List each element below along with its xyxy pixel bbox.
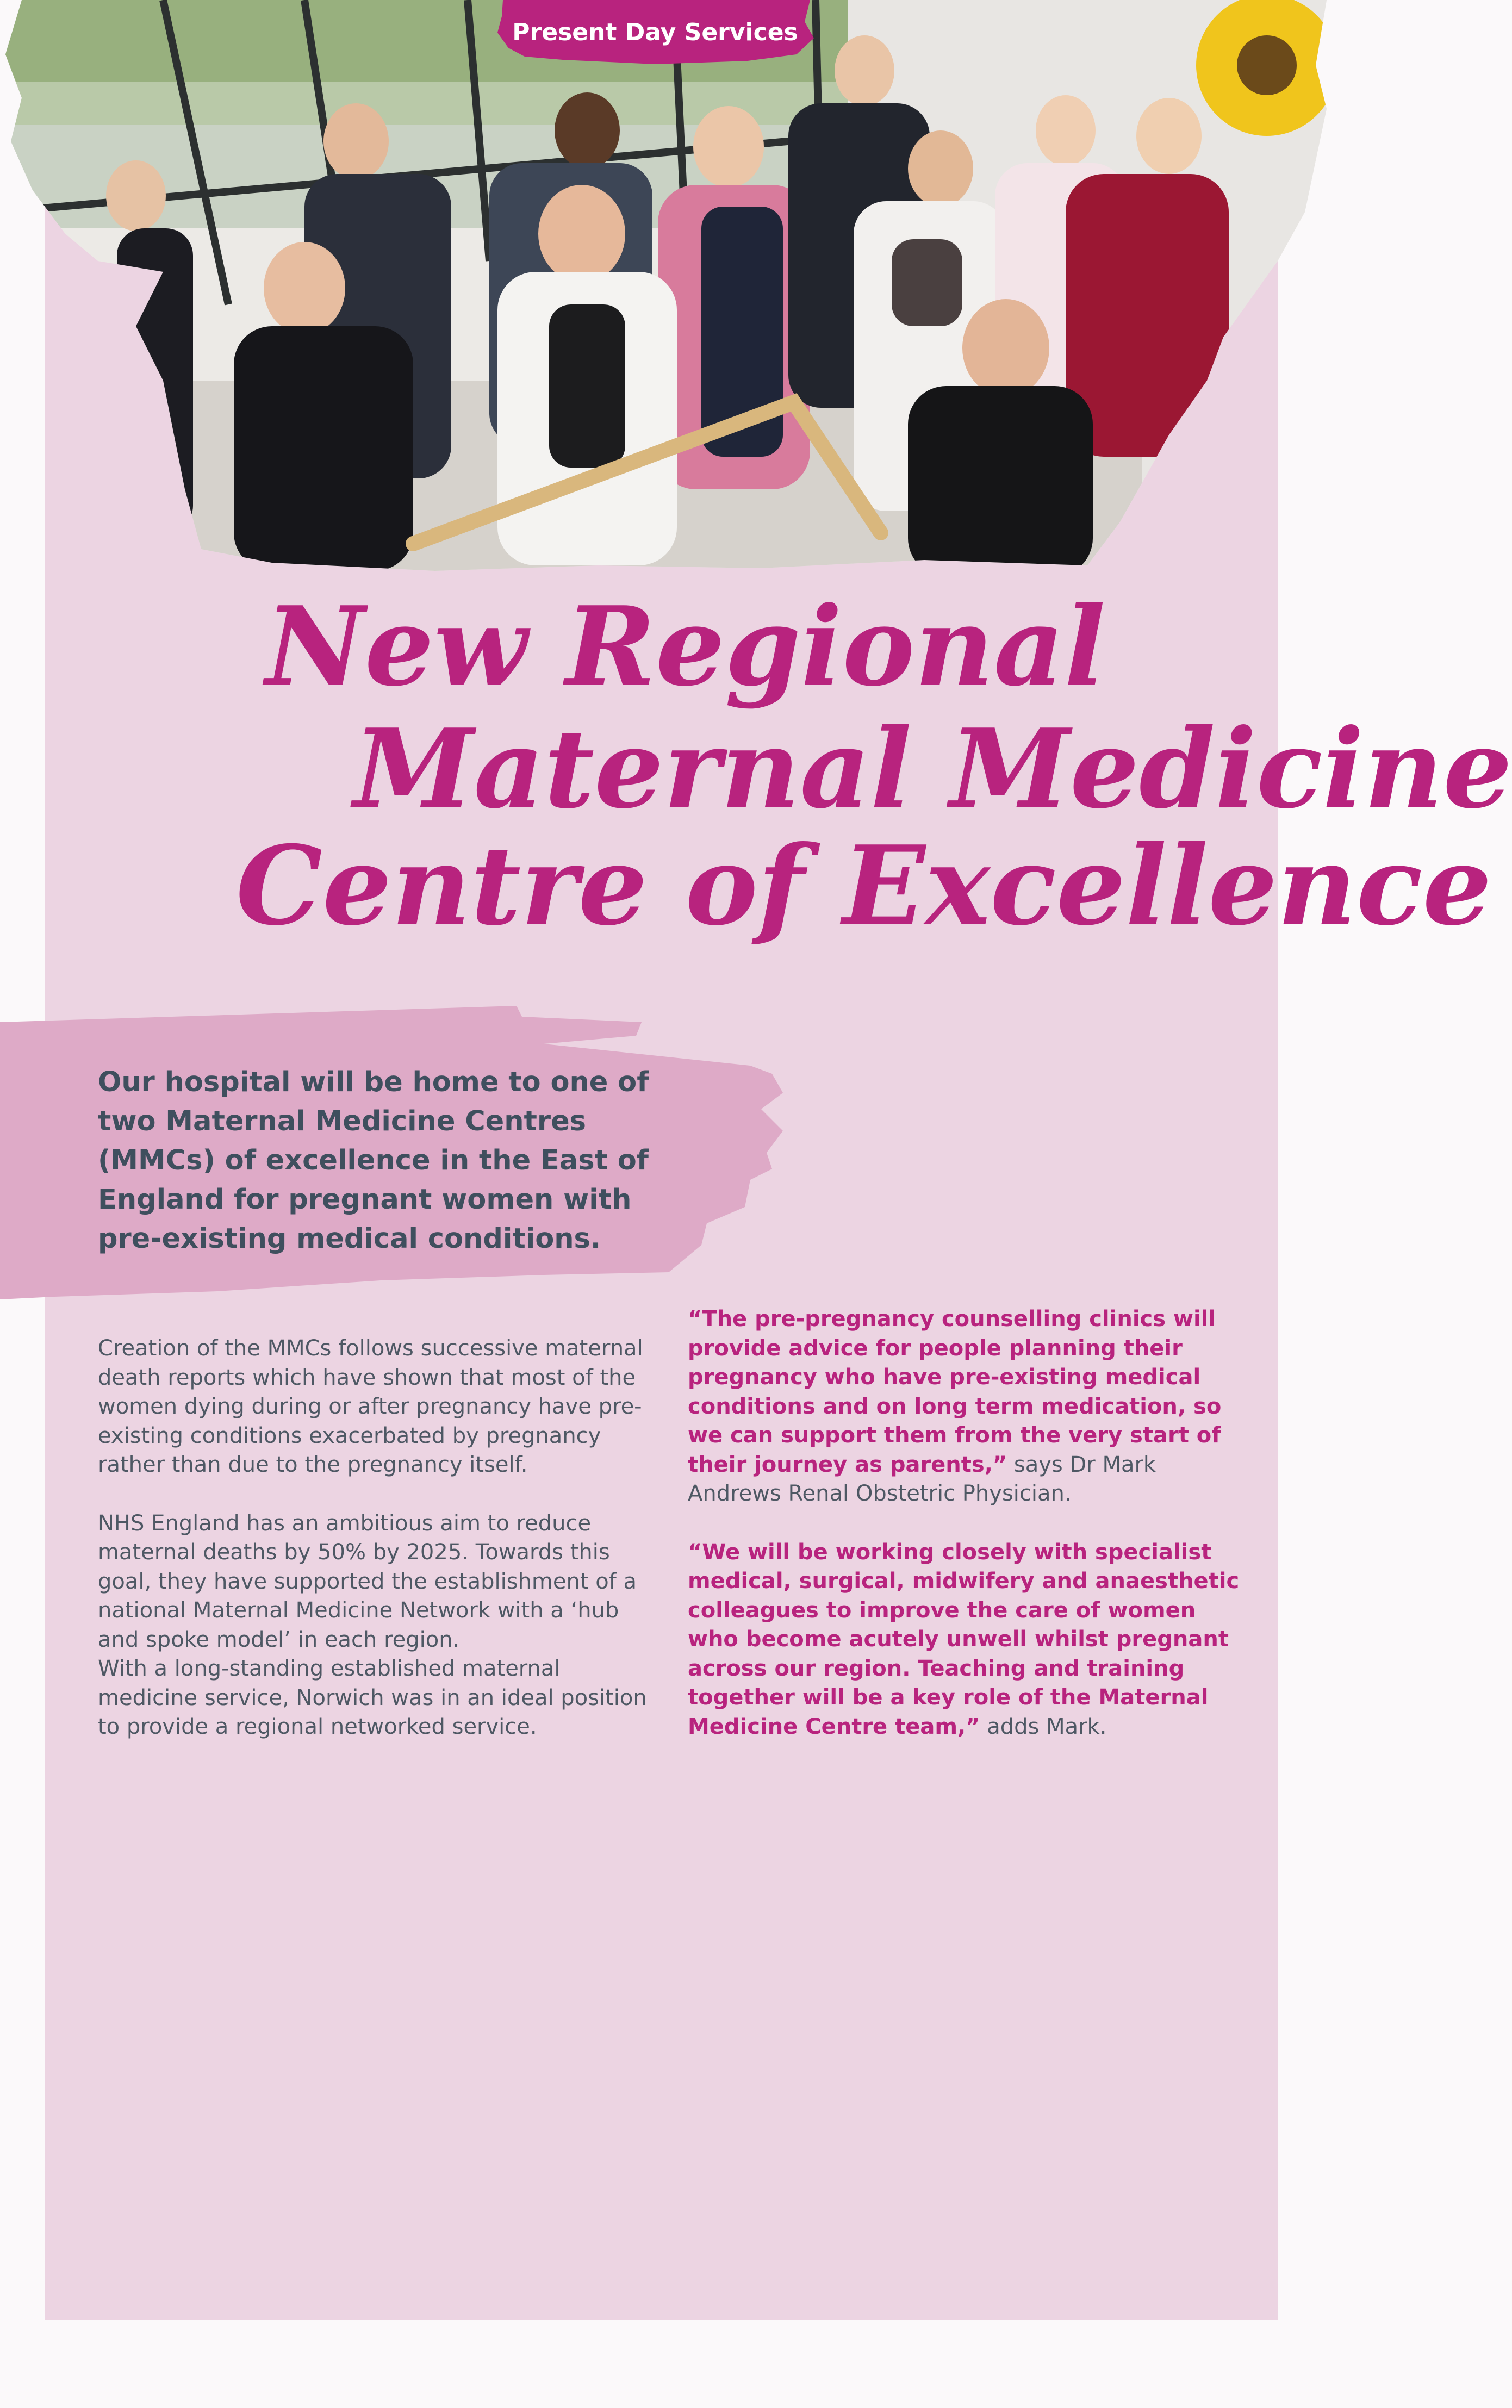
section-tag (492, 0, 818, 68)
title-line-2: Maternal Medicine (353, 705, 1512, 833)
body-paragraph: NHS England has an ambitious aim to reduce maternal deaths by 50% by 2025. Towards this goal, they have supported the establishment of a national Maternal Medicine Network with a ‘hub and spoke model’ in each region. (98, 1510, 637, 1652)
quote-attribution: says Dr Mark Andrews Renal Obstetric Physician. (688, 1452, 1156, 1506)
pull-quote: “We will be working closely with specialist medical, surgical, midwifery and anaesthetic colleagues to improve the care of women who become acutely unwell whilst pregnant across our region. Teaching and training together will be a key role of the Maternal Medicine Centre team,” (688, 1539, 1240, 1739)
body-column-right (688, 1305, 1242, 1771)
quote-attribution: adds Mark. (980, 1714, 1107, 1739)
body-column-left (98, 1334, 658, 1771)
title-line-3: Centre of Excellence (236, 822, 1492, 950)
quote-paragraph (688, 1538, 1242, 1742)
body-paragraph: Creation of the MMCs follows successive maternal death reports which have shown that most of the women dying during or after pregnancy have pre-existing conditions exacerbated by pregnancy rather than due to the pregnancy itself. (98, 1336, 643, 1477)
title-line-1: New Regional (265, 583, 1106, 711)
intro-text: Our hospital will be home to one of two Maternal Medicine Centres (MMCs) of excellence in the East of England for pregnant women with pre-existing medical conditions. (98, 1066, 649, 1255)
group-photo (0, 0, 1348, 576)
pull-quote: “The pre-pregnancy counselling clinics will provide advice for people planning their pregnancy who have pre-existing medical conditions and on long term medication, so we can support them from the very start of their journey as parents,” (688, 1306, 1222, 1477)
section-label: Present Day Services (512, 18, 798, 46)
body-paragraph: With a long-standing established maternal medicine service, Norwich was in an ideal position to provide a regional networked service. (98, 1656, 647, 1739)
quote-paragraph (688, 1305, 1242, 1509)
